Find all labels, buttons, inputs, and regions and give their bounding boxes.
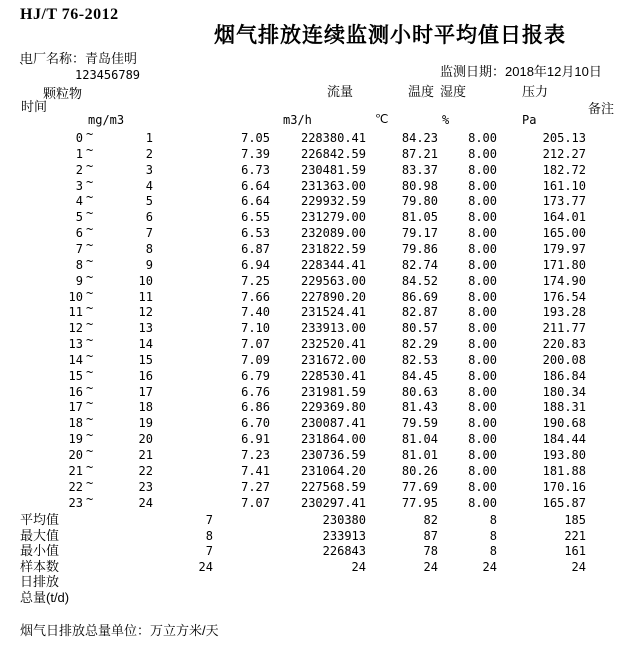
cell-hour-from: 15 xyxy=(68,368,83,383)
cell-hour-from: 3 xyxy=(75,178,83,193)
cell-flow: 24 xyxy=(351,559,366,574)
cell-pm: 7.09 xyxy=(241,352,270,367)
cell-humidity: 8 xyxy=(489,528,497,543)
cell-humidity: 8.00 xyxy=(468,146,497,161)
tilde-glyph: ~ xyxy=(86,301,94,316)
cell-humidity: 8.00 xyxy=(468,273,497,288)
cell-flow: 231981.59 xyxy=(300,384,366,399)
cell-pressure: 161.10 xyxy=(542,178,586,193)
cell-humidity: 8.00 xyxy=(468,337,497,352)
cell-pressure: 220.83 xyxy=(542,337,586,352)
cell-pressure: 181.88 xyxy=(542,463,586,478)
cell-hour-from: 19 xyxy=(68,432,83,447)
cell-hour-from: 6 xyxy=(75,226,83,241)
cell-temperature: 80.63 xyxy=(401,384,438,399)
cell-hour-to: 14 xyxy=(138,337,153,352)
tilde-glyph: ~ xyxy=(86,380,94,395)
tilde-glyph: ~ xyxy=(86,348,94,363)
table-row xyxy=(0,491,634,512)
unit-temperature: ℃ xyxy=(375,112,389,126)
column-header-flow: 流量 xyxy=(327,84,354,99)
cell-flow: 228380.41 xyxy=(300,131,366,145)
summary-row xyxy=(0,529,634,545)
cell-pm: 7.10 xyxy=(241,321,270,336)
cell-temperature: 82.29 xyxy=(401,337,438,352)
cell-temperature: 81.04 xyxy=(401,432,438,447)
cell-hour-to: 20 xyxy=(138,432,153,447)
cell-temperature: 79.86 xyxy=(401,241,438,256)
cell-pressure: 171.80 xyxy=(542,257,586,272)
cell-pressure: 193.28 xyxy=(542,305,586,320)
cell-pressure: 164.01 xyxy=(542,210,586,225)
cell-flow: 231064.20 xyxy=(300,463,366,478)
cell-flow: 229369.80 xyxy=(300,400,366,415)
cell-humidity: 8.00 xyxy=(468,352,497,367)
tilde-glyph: ~ xyxy=(86,142,94,157)
cell-temperature: 87 xyxy=(423,528,438,543)
cell-hour-from: 12 xyxy=(68,321,83,336)
cell-hour-to: 11 xyxy=(138,289,153,304)
cell-flow: 230087.41 xyxy=(300,416,366,431)
unit-humidity: % xyxy=(442,113,450,127)
cell-pm: 7.40 xyxy=(241,305,270,320)
tilde-glyph: ~ xyxy=(86,237,94,252)
cell-pm: 6.76 xyxy=(241,384,270,399)
cell-temperature: 80.26 xyxy=(401,463,438,478)
cell-temperature: 82.53 xyxy=(401,352,438,367)
cell-pm: 8 xyxy=(205,528,213,543)
cell-temperature: 80.57 xyxy=(401,321,438,336)
cell-pressure: 24 xyxy=(571,559,586,574)
tilde-glyph: ~ xyxy=(86,285,94,300)
cell-flow: 230481.59 xyxy=(300,162,366,177)
column-header-humidity: 湿度 xyxy=(440,84,467,99)
cell-humidity: 8.00 xyxy=(468,226,497,241)
summary-label: 日排放 xyxy=(20,574,60,589)
cell-temperature: 82.74 xyxy=(401,257,438,272)
cell-hour-to: 18 xyxy=(138,400,153,415)
cell-pressure: 190.68 xyxy=(542,416,586,431)
tilde-glyph: ~ xyxy=(86,206,94,221)
cell-temperature: 84.52 xyxy=(401,273,438,288)
cell-flow: 232089.00 xyxy=(300,226,366,241)
cell-pressure: 211.77 xyxy=(542,321,586,336)
cell-hour-from: 23 xyxy=(68,495,83,510)
cell-humidity: 8.00 xyxy=(468,400,497,415)
cell-pressure: 176.54 xyxy=(542,289,586,304)
cell-hour-from: 22 xyxy=(68,479,83,494)
cell-hour-to: 9 xyxy=(145,257,153,272)
cell-pm: 6.87 xyxy=(241,241,270,256)
cell-flow: 233913.00 xyxy=(300,321,366,336)
cell-temperature: 78 xyxy=(423,544,438,558)
summary-row xyxy=(0,544,634,560)
plant-name-line: 电厂名称：青岛佳明 xyxy=(20,51,138,66)
cell-pm: 7.23 xyxy=(241,448,270,462)
summary-label: 最大值 xyxy=(20,527,60,543)
summary-label: 总量(t/d) xyxy=(20,589,70,605)
cell-pm: 6.91 xyxy=(241,432,270,447)
cell-pm: 7.27 xyxy=(241,479,270,494)
cell-pm: 6.53 xyxy=(241,226,270,241)
plant-code: 123456789 xyxy=(75,68,141,82)
tilde-glyph: ~ xyxy=(86,396,94,411)
cell-hour-from: 13 xyxy=(68,337,83,352)
cell-humidity: 8.00 xyxy=(468,241,497,256)
summary-row xyxy=(0,513,634,529)
cell-pm: 7.07 xyxy=(241,337,270,352)
cell-hour-from: 7 xyxy=(75,241,83,256)
cell-humidity: 8 xyxy=(489,513,497,527)
cell-temperature: 79.80 xyxy=(401,194,438,209)
tilde-glyph: ~ xyxy=(86,174,94,189)
cell-temperature: 77.95 xyxy=(401,495,438,510)
cell-flow: 231822.59 xyxy=(300,241,366,256)
tilde-glyph: ~ xyxy=(86,412,94,427)
cell-hour-to: 16 xyxy=(138,368,153,383)
cell-pressure: 161 xyxy=(564,544,586,558)
page-title: 烟气排放连续监测小时平均值日报表 xyxy=(214,24,566,47)
tilde-glyph: ~ xyxy=(86,317,94,332)
cell-pm: 6.64 xyxy=(241,194,270,209)
cell-hour-to: 7 xyxy=(145,226,153,241)
cell-temperature: 81.43 xyxy=(401,400,438,415)
summary-row xyxy=(0,591,634,607)
cell-hour-to: 10 xyxy=(138,273,153,288)
column-header-pressure: 压力 xyxy=(522,84,549,99)
cell-pressure: 193.80 xyxy=(542,448,586,462)
cell-hour-from: 17 xyxy=(68,400,83,415)
cell-temperature: 81.05 xyxy=(401,210,438,225)
cell-pressure: 184.44 xyxy=(542,432,586,447)
cell-hour-to: 12 xyxy=(138,305,153,320)
cell-pressure: 185 xyxy=(564,513,586,527)
cell-hour-to: 2 xyxy=(145,146,153,161)
cell-temperature: 79.59 xyxy=(401,416,438,431)
cell-humidity: 8.00 xyxy=(468,463,497,478)
column-header-time: 时间 xyxy=(21,99,48,114)
summary-label: 最小值 xyxy=(20,543,60,558)
cell-pressure: 174.90 xyxy=(542,273,586,288)
cell-hour-to: 17 xyxy=(138,384,153,399)
cell-temperature: 81.01 xyxy=(401,448,438,462)
cell-humidity: 8.00 xyxy=(468,194,497,209)
cell-temperature: 83.37 xyxy=(401,162,438,177)
footer-note: 烟气日排放总量单位：万立方米/天 xyxy=(20,623,219,638)
cell-hour-to: 8 xyxy=(145,241,153,256)
cell-humidity: 8.00 xyxy=(468,448,497,462)
tilde-glyph: ~ xyxy=(86,127,94,141)
cell-humidity: 8.00 xyxy=(468,257,497,272)
cell-hour-from: 0 xyxy=(75,131,83,145)
cell-temperature: 87.21 xyxy=(401,146,438,161)
cell-hour-to: 15 xyxy=(138,352,153,367)
tilde-glyph: ~ xyxy=(86,491,94,506)
cell-pm: 24 xyxy=(198,559,213,574)
cell-flow: 231864.00 xyxy=(300,432,366,447)
cell-humidity: 8.00 xyxy=(468,416,497,431)
cell-pressure: 170.16 xyxy=(542,479,586,494)
cell-flow: 230297.41 xyxy=(300,495,366,510)
cell-flow: 230736.59 xyxy=(300,448,366,462)
cell-temperature: 84.23 xyxy=(401,131,438,145)
cell-hour-from: 2 xyxy=(75,162,83,177)
tilde-glyph: ~ xyxy=(86,158,94,173)
cell-pm: 7.66 xyxy=(241,289,270,304)
cell-hour-to: 23 xyxy=(138,479,153,494)
cell-pm: 6.55 xyxy=(241,210,270,225)
tilde-glyph: ~ xyxy=(86,333,94,348)
cell-hour-to: 13 xyxy=(138,321,153,336)
cell-hour-to: 24 xyxy=(138,495,153,510)
cell-humidity: 8.00 xyxy=(468,305,497,320)
cell-humidity: 8.00 xyxy=(468,210,497,225)
tilde-glyph: ~ xyxy=(86,222,94,237)
cell-hour-to: 1 xyxy=(145,131,153,145)
cell-pm: 7 xyxy=(205,544,213,558)
cell-temperature: 77.69 xyxy=(401,479,438,494)
cell-humidity: 8.00 xyxy=(468,178,497,193)
tilde-glyph: ~ xyxy=(86,190,94,205)
cell-humidity: 24 xyxy=(482,559,497,574)
summary-label: 样本数 xyxy=(20,558,60,574)
cell-pm: 6.73 xyxy=(241,162,270,177)
cell-pm: 7.39 xyxy=(241,146,270,161)
cell-hour-to: 19 xyxy=(138,416,153,431)
column-header-remark: 备注 xyxy=(588,101,615,116)
cell-flow: 227568.59 xyxy=(300,479,366,494)
standard-number: HJ/T 76-2012 xyxy=(20,6,119,23)
cell-hour-to: 5 xyxy=(145,194,153,209)
cell-pm: 7.41 xyxy=(241,463,270,478)
cell-pressure: 179.97 xyxy=(542,241,586,256)
cell-pressure: 188.31 xyxy=(542,400,586,415)
cell-pm: 7 xyxy=(205,513,213,527)
cell-humidity: 8.00 xyxy=(468,289,497,304)
tilde-glyph: ~ xyxy=(86,269,94,284)
cell-humidity: 8.00 xyxy=(468,321,497,336)
cell-humidity: 8.00 xyxy=(468,495,497,510)
unit-pressure: Pa xyxy=(522,113,537,127)
cell-pressure: 173.77 xyxy=(542,194,586,209)
cell-pressure: 205.13 xyxy=(542,131,586,145)
cell-pm: 6.94 xyxy=(241,257,270,272)
cell-hour-from: 9 xyxy=(75,273,83,288)
cell-humidity: 8.00 xyxy=(468,432,497,447)
cell-flow: 226842.59 xyxy=(300,146,366,161)
cell-temperature: 24 xyxy=(423,559,438,574)
cell-temperature: 80.98 xyxy=(401,178,438,193)
cell-pressure: 182.72 xyxy=(542,162,586,177)
tilde-glyph: ~ xyxy=(86,364,94,379)
column-header-pm: 颗粒物 xyxy=(43,86,83,101)
cell-flow: 232520.41 xyxy=(300,337,366,352)
cell-pm: 6.79 xyxy=(241,368,270,383)
cell-flow: 230380 xyxy=(322,513,366,527)
cell-pressure: 200.08 xyxy=(542,352,586,367)
cell-hour-from: 1 xyxy=(75,146,83,161)
cell-hour-to: 22 xyxy=(138,463,153,478)
cell-humidity: 8.00 xyxy=(468,131,497,145)
cell-flow: 226843 xyxy=(322,544,366,558)
cell-flow: 231279.00 xyxy=(300,210,366,225)
cell-pm: 6.86 xyxy=(241,400,270,415)
cell-pressure: 221 xyxy=(564,528,586,543)
cell-flow: 231524.41 xyxy=(300,305,366,320)
cell-hour-from: 8 xyxy=(75,257,83,272)
cell-flow: 229563.00 xyxy=(300,273,366,288)
cell-humidity: 8 xyxy=(489,544,497,558)
cell-flow: 227890.20 xyxy=(300,289,366,304)
summary-row xyxy=(0,575,634,591)
cell-hour-to: 6 xyxy=(145,210,153,225)
cell-pm: 6.70 xyxy=(241,416,270,431)
cell-hour-to: 21 xyxy=(138,448,153,462)
cell-hour-from: 21 xyxy=(68,463,83,478)
stray-mark: ` xyxy=(18,62,26,77)
cell-hour-from: 14 xyxy=(68,352,83,367)
summary-row xyxy=(0,560,634,576)
cell-flow: 231363.00 xyxy=(300,178,366,193)
cell-hour-from: 16 xyxy=(68,384,83,399)
column-header-temperature: 温度 xyxy=(408,84,435,99)
cell-humidity: 8.00 xyxy=(468,479,497,494)
unit-pm: mg/m3 xyxy=(88,113,125,127)
monitor-date: 监测日期：2018年12月10日 xyxy=(440,64,602,79)
cell-pm: 6.64 xyxy=(241,178,270,193)
tilde-glyph: ~ xyxy=(86,444,94,458)
cell-hour-from: 20 xyxy=(68,448,83,462)
cell-hour-from: 11 xyxy=(68,305,83,320)
cell-hour-from: 5 xyxy=(75,210,83,225)
cell-temperature: 82 xyxy=(423,513,438,527)
tilde-glyph: ~ xyxy=(86,459,94,474)
tilde-glyph: ~ xyxy=(86,253,94,268)
cell-humidity: 8.00 xyxy=(468,162,497,177)
cell-flow: 231672.00 xyxy=(300,352,366,367)
tilde-glyph: ~ xyxy=(86,428,94,443)
cell-hour-to: 3 xyxy=(145,162,153,177)
cell-pm: 7.25 xyxy=(241,273,270,288)
tilde-glyph: ~ xyxy=(86,475,94,490)
cell-hour-from: 4 xyxy=(75,194,83,209)
cell-pressure: 165.87 xyxy=(542,495,586,510)
unit-flow: m3/h xyxy=(283,113,312,127)
cell-pressure: 212.27 xyxy=(542,146,586,161)
cell-pressure: 180.34 xyxy=(542,384,586,399)
cell-humidity: 8.00 xyxy=(468,384,497,399)
cell-hour-to: 4 xyxy=(145,178,153,193)
cell-pressure: 165.00 xyxy=(542,226,586,241)
cell-hour-from: 10 xyxy=(68,289,83,304)
cell-flow: 228344.41 xyxy=(300,257,366,272)
cell-temperature: 84.45 xyxy=(401,368,438,383)
summary-label: 平均值 xyxy=(20,512,60,527)
cell-humidity: 8.00 xyxy=(468,368,497,383)
cell-flow: 228530.41 xyxy=(300,368,366,383)
cell-pm: 7.05 xyxy=(241,131,270,145)
cell-hour-from: 18 xyxy=(68,416,83,431)
cell-temperature: 82.87 xyxy=(401,305,438,320)
cell-pm: 7.07 xyxy=(241,495,270,510)
cell-flow: 229932.59 xyxy=(300,194,366,209)
cell-temperature: 86.69 xyxy=(401,289,438,304)
cell-temperature: 79.17 xyxy=(401,226,438,241)
cell-flow: 233913 xyxy=(322,528,366,543)
cell-pressure: 186.84 xyxy=(542,368,586,383)
